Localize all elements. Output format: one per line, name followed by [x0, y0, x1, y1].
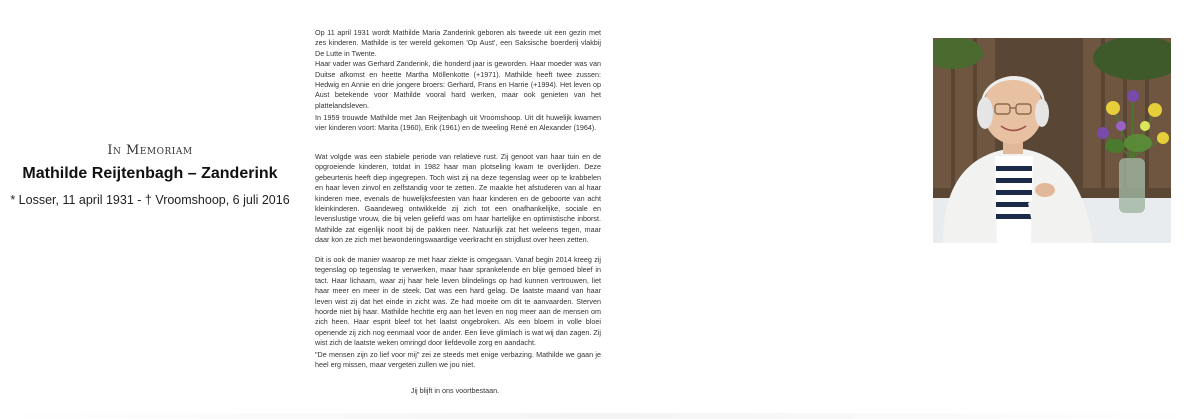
bottom-edge — [0, 413, 1200, 419]
closing-line: Jij blijft in ons voortbestaan. — [410, 386, 500, 395]
biography-quote: "De mensen zijn zo lief voor mij" zei ze steeds met enige verbazing. Mathilde we gaan je heel erg missen, maar vergeten zullen we jou niet. — [315, 350, 601, 370]
biography-paragraph: Op 11 april 1931 wordt Mathilde Maria Zanderink geboren als tweede uit een gezin met zes kinderen. Mathilde is ter wereld gekomen 'Op Aust', een Saksische boerderij vlakbij De Lutte in Twente. Haar vader was Gerhard Zanderink, die honderd jaar is geworden. Haar moeder was van Duitse afkomst en heette Martha Möllenkotte (+1971). Mathilde heeft twee zussen: Hedwig en Annie en drie jongere broers: Gerhard, Frans en Harrie (+1994). Het leven op Aust betekende voor Mathilde vooral hard werken, maar ook genieten van het plattelandsleven. — [315, 28, 601, 110]
deceased-name: Mathilde Reijtenbagh – Zanderink — [22, 165, 278, 182]
left-panel — [0, 0, 300, 419]
biography-paragraph: Dit is ook de manier waarop ze met haar ziekte is omgegaan. Vanaf begin 2014 kreeg zij tegenslag op tegenslag te verwerken, maar haar sprankelende en blije gemoed bleef in tact. Haar lichaam, waar zij haar hele leven blindelings op had kunnen vertrouwen, liet haar meer en meer in de steek. Dat was een hard gelag. De laatste maand van haar leven wist zij dat het einde in zicht was. Ze had moeite om dit te aanvaarden. Sterven hoorde niet bij haar. Mathilde hechtte erg aan het leven en nog meer aan de mensen om zich heen. Haar esprit bleef tot het laatst ongebroken. Als een bloem in volle bloei openende zij zich nog eenmaal voor de ander. Een lieve glimlach is wat wij dan zagen. Zij wist zich de laatste weken omringd door liefdevolle zorg en aandacht. — [315, 255, 601, 348]
biography-paragraph: In 1959 trouwde Mathilde met Jan Reijtenbagh uit Vroomshoop. Uit dit huwelijk kwamen vier kinderen voort: Marita (1960), Erik (1961) en de tweeling René en Alexander (1964). — [315, 113, 601, 133]
portrait-illustration — [933, 38, 1171, 243]
in-memoriam-heading: In Memoriam — [107, 143, 193, 158]
birth-death-dates: * Losser, 11 april 1931 - † Vroomshoop, 6 juli 2016 — [10, 193, 290, 207]
biography-paragraph: Wat volgde was een stabiele periode van relatieve rust. Zij genoot van haar tuin en de opgroeiende kinderen, totdat in 1982 haar man plotseling kwam te overlijden. Deze gebeurtenis heeft diep ingegrepen. Toch wist zij na deze tegenslag weer op te krabbelen en haar leven zinvol en zelfstandig voor te zetten. Ze maakte het afstuderen van al haar kinderen mee, evenals de huwelijksfeesten van haar kinderen en de geboorte van acht kleinkinderen. Gaandeweg ontwikkelde zij zich tot een onafhankelijke, sociale en levenslustige vrouw, die bij velen geliefd was om haar hartelijke en optimistische inborst. Mathilde zat eigenlijk nooit bij de pakken neer. Natuurlijk zat het weleens tegen, maar daar kon ze zich met bewonderingswaardige veerkracht en strijdlust over heen zetten. — [315, 152, 601, 245]
portrait-photo — [933, 38, 1171, 243]
biography-panel — [305, 0, 605, 419]
photo-panel — [930, 0, 1180, 419]
